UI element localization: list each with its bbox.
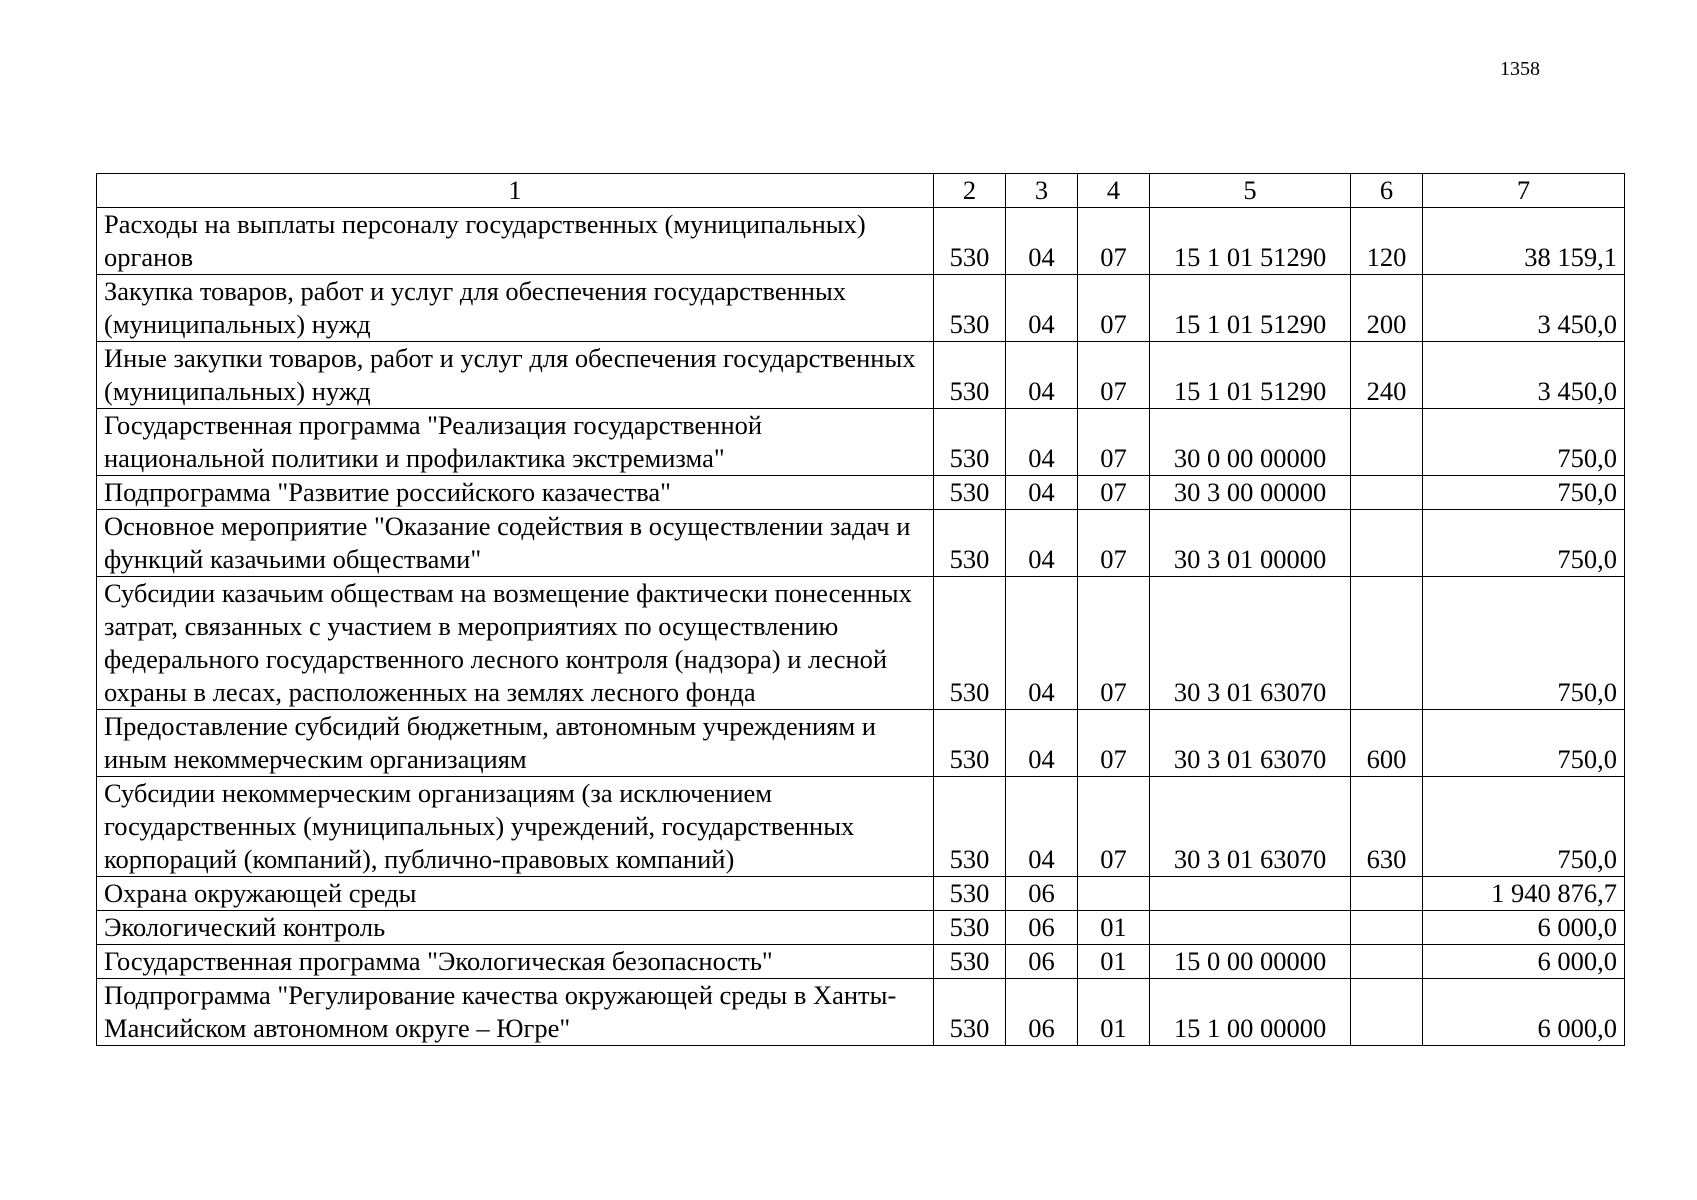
- row-name: Подпрограмма "Развитие российского казачества": [97, 476, 934, 510]
- row-pr: 07: [1078, 510, 1150, 577]
- row-pr: 01: [1078, 979, 1150, 1046]
- row-csr: 30 3 01 00000: [1150, 510, 1351, 577]
- row-vr: 200: [1351, 275, 1423, 342]
- row-sum: 750,0: [1423, 777, 1625, 877]
- row-pr: [1078, 877, 1150, 911]
- row-vr: [1351, 911, 1423, 945]
- table-row: [97, 275, 1625, 342]
- row-rz: 06: [1006, 877, 1078, 911]
- row-name: Предоставление субсидий бюджетным, автономным учреждениям и иным некоммерческим организациям: [97, 710, 934, 777]
- table-row: [97, 208, 1625, 275]
- row-grbs: 530: [934, 877, 1006, 911]
- row-sum: 3 450,0: [1423, 342, 1625, 409]
- row-grbs: 530: [934, 911, 1006, 945]
- row-grbs: 530: [934, 275, 1006, 342]
- row-vr: [1351, 476, 1423, 510]
- row-vr: 630: [1351, 777, 1423, 877]
- table-row: [97, 911, 1625, 945]
- row-csr: [1150, 911, 1351, 945]
- table-header-row: [97, 174, 1625, 208]
- row-sum: 750,0: [1423, 577, 1625, 710]
- row-sum: 1 940 876,7: [1423, 877, 1625, 911]
- row-vr: 600: [1351, 710, 1423, 777]
- row-name: Экологический контроль: [97, 911, 934, 945]
- row-pr: 07: [1078, 409, 1150, 476]
- row-grbs: 530: [934, 979, 1006, 1046]
- row-vr: [1351, 577, 1423, 710]
- row-sum: 6 000,0: [1423, 945, 1625, 979]
- page-number: 1358: [1500, 58, 1540, 80]
- row-vr: [1351, 945, 1423, 979]
- row-name: Расходы на выплаты персоналу государственных (муниципальных) органов: [97, 208, 934, 275]
- row-grbs: 530: [934, 510, 1006, 577]
- row-sum: 3 450,0: [1423, 275, 1625, 342]
- row-grbs: 530: [934, 577, 1006, 710]
- row-vr: [1351, 979, 1423, 1046]
- table-row: [97, 577, 1625, 710]
- row-rz: 06: [1006, 979, 1078, 1046]
- row-csr: 30 3 01 63070: [1150, 777, 1351, 877]
- row-rz: 04: [1006, 476, 1078, 510]
- column-header: 5: [1150, 174, 1351, 208]
- row-pr: 07: [1078, 476, 1150, 510]
- row-pr: 07: [1078, 577, 1150, 710]
- row-sum: 750,0: [1423, 710, 1625, 777]
- row-rz: 04: [1006, 342, 1078, 409]
- row-pr: 01: [1078, 911, 1150, 945]
- row-csr: 15 1 01 51290: [1150, 275, 1351, 342]
- table-row: [97, 777, 1625, 877]
- row-csr: 30 3 01 63070: [1150, 710, 1351, 777]
- column-header: 6: [1351, 174, 1423, 208]
- table-row: [97, 979, 1625, 1046]
- row-grbs: 530: [934, 208, 1006, 275]
- column-header: 4: [1078, 174, 1150, 208]
- row-grbs: 530: [934, 777, 1006, 877]
- row-grbs: 530: [934, 476, 1006, 510]
- row-pr: 07: [1078, 777, 1150, 877]
- column-header: 2: [934, 174, 1006, 208]
- row-vr: [1351, 510, 1423, 577]
- row-vr: 240: [1351, 342, 1423, 409]
- row-name: Основное мероприятие "Оказание содействия в осуществлении задач и функций казачьими обществами": [97, 510, 934, 577]
- column-header: 1: [97, 174, 934, 208]
- table-row: [97, 409, 1625, 476]
- row-grbs: 530: [934, 710, 1006, 777]
- row-sum: 6 000,0: [1423, 911, 1625, 945]
- row-rz: 06: [1006, 911, 1078, 945]
- table-row: [97, 877, 1625, 911]
- row-name: Государственная программа "Реализация государственной национальной политики и профилактика экстремизма": [97, 409, 934, 476]
- row-pr: 07: [1078, 342, 1150, 409]
- column-header: 7: [1423, 174, 1625, 208]
- row-rz: 06: [1006, 945, 1078, 979]
- row-csr: [1150, 877, 1351, 911]
- row-pr: 01: [1078, 945, 1150, 979]
- row-sum: 750,0: [1423, 510, 1625, 577]
- row-name: Охрана окружающей среды: [97, 877, 934, 911]
- column-header: 3: [1006, 174, 1078, 208]
- row-vr: 120: [1351, 208, 1423, 275]
- row-pr: 07: [1078, 710, 1150, 777]
- table-row: [97, 710, 1625, 777]
- row-sum: 6 000,0: [1423, 979, 1625, 1046]
- row-csr: 30 3 01 63070: [1150, 577, 1351, 710]
- row-rz: 04: [1006, 577, 1078, 710]
- row-name: Закупка товаров, работ и услуг для обеспечения государственных (муниципальных) нужд: [97, 275, 934, 342]
- row-csr: 15 0 00 00000: [1150, 945, 1351, 979]
- row-csr: 15 1 00 00000: [1150, 979, 1351, 1046]
- row-name: Субсидии казачьим обществам на возмещение фактически понесенных затрат, связанных с участием в мероприятиях по осуществлению федерального государственного лесного контроля (надзора) и лесной охраны в лесах, расположенных на землях лесного фонда: [97, 577, 934, 710]
- row-name: Государственная программа "Экологическая безопасность": [97, 945, 934, 979]
- row-rz: 04: [1006, 208, 1078, 275]
- table-row: [97, 510, 1625, 577]
- row-name: Иные закупки товаров, работ и услуг для обеспечения государственных (муниципальных) нужд: [97, 342, 934, 409]
- row-pr: 07: [1078, 275, 1150, 342]
- row-vr: [1351, 409, 1423, 476]
- row-pr: 07: [1078, 208, 1150, 275]
- row-grbs: 530: [934, 342, 1006, 409]
- table-row: [97, 342, 1625, 409]
- row-rz: 04: [1006, 510, 1078, 577]
- row-rz: 04: [1006, 777, 1078, 877]
- row-name: Субсидии некоммерческим организациям (за исключением государственных (муниципальных) учреждений, государственных корпораций (компаний), публично-правовых компаний): [97, 777, 934, 877]
- row-name: Подпрограмма "Регулирование качества окружающей среды в Ханты-Мансийском автономном округе – Югре": [97, 979, 934, 1046]
- row-grbs: 530: [934, 945, 1006, 979]
- row-csr: 30 0 00 00000: [1150, 409, 1351, 476]
- row-grbs: 530: [934, 409, 1006, 476]
- row-rz: 04: [1006, 275, 1078, 342]
- row-rz: 04: [1006, 710, 1078, 777]
- table-row: [97, 945, 1625, 979]
- row-csr: 30 3 00 00000: [1150, 476, 1351, 510]
- budget-table: [96, 173, 1625, 1046]
- table-row: [97, 476, 1625, 510]
- row-rz: 04: [1006, 409, 1078, 476]
- row-sum: 750,0: [1423, 409, 1625, 476]
- row-csr: 15 1 01 51290: [1150, 208, 1351, 275]
- row-csr: 15 1 01 51290: [1150, 342, 1351, 409]
- row-vr: [1351, 877, 1423, 911]
- row-sum: 750,0: [1423, 476, 1625, 510]
- row-sum: 38 159,1: [1423, 208, 1625, 275]
